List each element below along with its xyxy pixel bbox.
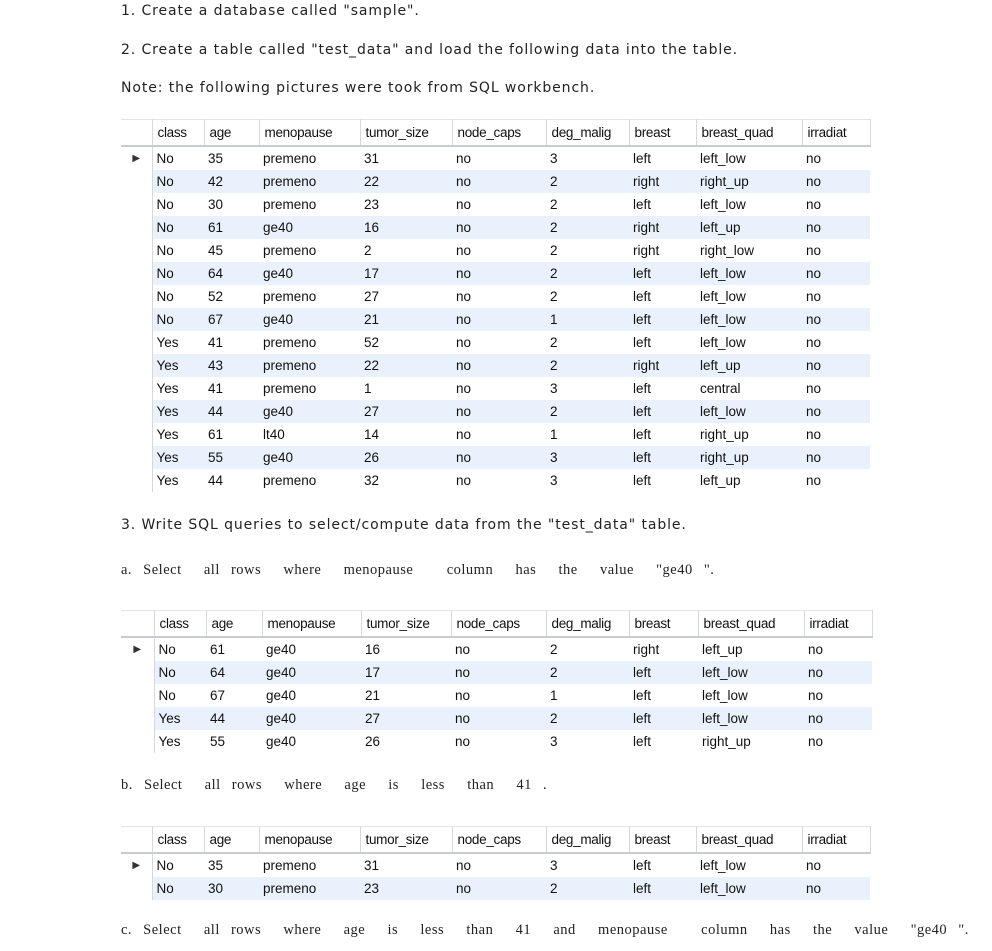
cell-breast[interactable]: left <box>629 661 698 684</box>
cell-irradiat[interactable]: no <box>802 446 870 469</box>
cell-node-caps[interactable]: no <box>452 285 546 308</box>
cell-node-caps[interactable]: no <box>451 661 546 684</box>
cell-breast-quad[interactable]: left_low <box>698 684 804 707</box>
cell-node-caps[interactable]: no <box>452 877 546 900</box>
cell-tumor-size[interactable]: 17 <box>360 262 452 285</box>
table-row[interactable] <box>121 469 870 492</box>
cell-breast-quad[interactable]: right_up <box>696 446 802 469</box>
cell-menopause[interactable]: premeno <box>259 377 360 400</box>
cell-breast[interactable]: left <box>629 193 696 216</box>
cell-class[interactable]: No <box>152 853 204 877</box>
step-1-text: 1. Create a database called "sample". <box>121 3 420 19</box>
cell-node-caps[interactable]: no <box>452 308 546 331</box>
cell-age[interactable]: 61 <box>204 216 259 239</box>
cell-class[interactable]: No <box>152 308 204 331</box>
cell-tumor-size[interactable]: 52 <box>360 331 452 354</box>
cell-class[interactable]: Yes <box>152 446 204 469</box>
cell-breast[interactable]: left <box>629 730 698 753</box>
cell-tumor-size[interactable]: 26 <box>361 730 451 753</box>
cell-breast-quad[interactable]: left_low <box>696 400 802 423</box>
cell-menopause[interactable]: premeno <box>259 146 360 170</box>
row-selector-header <box>121 611 154 638</box>
cell-breast-quad[interactable]: left_low <box>696 262 802 285</box>
cell-breast-quad[interactable]: left_up <box>696 216 802 239</box>
cell-breast[interactable]: left <box>629 400 696 423</box>
cell-class[interactable]: No <box>152 170 204 193</box>
cell-breast-quad[interactable]: left_up <box>698 637 804 661</box>
cell-age[interactable]: 52 <box>204 285 259 308</box>
cell-menopause[interactable]: premeno <box>259 469 360 492</box>
table-row[interactable] <box>121 877 870 900</box>
cell-node-caps[interactable]: no <box>452 146 546 170</box>
cell-irradiat[interactable]: no <box>802 285 870 308</box>
cell-breast[interactable]: left <box>629 684 698 707</box>
table-row[interactable] <box>121 423 870 446</box>
cell-tumor-size[interactable]: 32 <box>360 469 452 492</box>
cell-class[interactable]: No <box>154 684 206 707</box>
cell-menopause[interactable]: ge40 <box>262 684 361 707</box>
cell-node-caps[interactable]: no <box>452 446 546 469</box>
cell-node-caps[interactable]: no <box>452 354 546 377</box>
cell-menopause[interactable]: premeno <box>259 170 360 193</box>
column-header-age[interactable]: age <box>206 611 262 638</box>
cell-irradiat[interactable]: no <box>802 216 870 239</box>
cell-breast[interactable]: right <box>629 216 696 239</box>
cell-irradiat[interactable]: no <box>802 331 870 354</box>
cell-tumor-size[interactable]: 21 <box>361 684 451 707</box>
cell-tumor-size[interactable]: 26 <box>360 446 452 469</box>
table-row[interactable] <box>121 262 870 285</box>
table-row[interactable] <box>121 331 870 354</box>
cell-age[interactable]: 55 <box>206 730 262 753</box>
row-selector[interactable] <box>121 730 154 753</box>
cell-breast[interactable]: left <box>629 707 698 730</box>
cell-breast[interactable]: right <box>629 170 696 193</box>
cell-age[interactable]: 44 <box>204 400 259 423</box>
column-header-class[interactable]: class <box>154 611 206 638</box>
cell-deg-malig[interactable]: 3 <box>546 377 629 400</box>
cell-node-caps[interactable]: no <box>452 400 546 423</box>
cell-tumor-size[interactable]: 31 <box>360 146 452 170</box>
cell-deg-malig[interactable]: 2 <box>546 193 629 216</box>
cell-class[interactable]: No <box>152 877 204 900</box>
column-header-breast[interactable]: breast <box>629 611 698 638</box>
row-selector-header <box>121 120 152 147</box>
cell-deg-malig[interactable]: 2 <box>546 637 629 661</box>
cell-irradiat[interactable]: no <box>802 239 870 262</box>
cell-breast[interactable]: left <box>629 285 696 308</box>
cell-breast[interactable]: left <box>629 853 696 877</box>
cell-menopause[interactable]: ge40 <box>259 446 360 469</box>
cell-menopause[interactable]: lt40 <box>259 423 360 446</box>
cell-node-caps[interactable]: no <box>451 707 546 730</box>
cell-breast-quad[interactable]: left_low <box>696 285 802 308</box>
cell-deg-malig[interactable]: 1 <box>546 684 629 707</box>
cell-irradiat[interactable]: no <box>804 730 872 753</box>
cell-irradiat[interactable]: no <box>804 637 872 661</box>
cell-breast-quad[interactable]: left_up <box>696 354 802 377</box>
row-selector[interactable] <box>121 446 152 469</box>
column-header-breast-quad[interactable]: breast_quad <box>698 611 804 638</box>
column-header-breast-quad[interactable]: breast_quad <box>696 827 802 854</box>
cell-irradiat[interactable]: no <box>802 877 870 900</box>
cell-class[interactable]: No <box>154 661 206 684</box>
cell-class[interactable]: Yes <box>154 707 206 730</box>
table-row[interactable] <box>121 853 870 877</box>
column-header-tumor-size[interactable]: tumor_size <box>360 120 452 147</box>
cell-tumor-size[interactable]: 14 <box>360 423 452 446</box>
column-header-age[interactable]: age <box>204 827 259 854</box>
cell-tumor-size[interactable]: 27 <box>360 285 452 308</box>
cell-class[interactable]: Yes <box>152 377 204 400</box>
column-header-class[interactable]: class <box>152 827 204 854</box>
row-selector[interactable] <box>121 216 152 239</box>
cell-node-caps[interactable]: no <box>451 730 546 753</box>
table-row[interactable] <box>121 637 872 661</box>
table-row[interactable] <box>121 170 870 193</box>
cell-breast[interactable]: right <box>629 354 696 377</box>
cell-age[interactable]: 61 <box>204 423 259 446</box>
cell-node-caps[interactable]: no <box>452 239 546 262</box>
cell-breast[interactable]: left <box>629 423 696 446</box>
cell-tumor-size[interactable]: 27 <box>360 400 452 423</box>
cell-breast[interactable]: left <box>629 308 696 331</box>
cell-menopause[interactable]: ge40 <box>259 262 360 285</box>
cell-age[interactable]: 45 <box>204 239 259 262</box>
cell-irradiat[interactable]: no <box>802 170 870 193</box>
cell-breast[interactable]: left <box>629 877 696 900</box>
cell-menopause[interactable]: premeno <box>259 853 360 877</box>
row-selector[interactable] <box>121 377 152 400</box>
cell-irradiat[interactable]: no <box>802 423 870 446</box>
column-header-class[interactable]: class <box>152 120 204 147</box>
cell-class[interactable]: No <box>152 146 204 170</box>
cell-deg-malig[interactable]: 2 <box>546 216 629 239</box>
column-header-menopause[interactable]: menopause <box>259 120 360 147</box>
table-row[interactable] <box>121 446 870 469</box>
cell-age[interactable]: 64 <box>206 661 262 684</box>
cell-deg-malig[interactable]: 2 <box>546 285 629 308</box>
header-row <box>121 120 870 147</box>
cell-node-caps[interactable]: no <box>452 216 546 239</box>
cell-deg-malig[interactable]: 2 <box>546 354 629 377</box>
table-row[interactable] <box>121 239 870 262</box>
cell-age[interactable]: 43 <box>204 354 259 377</box>
cell-irradiat[interactable]: no <box>802 308 870 331</box>
cell-breast-quad[interactable]: right_low <box>696 239 802 262</box>
cell-tumor-size[interactable]: 22 <box>360 170 452 193</box>
table-row[interactable] <box>121 661 872 684</box>
cell-deg-malig[interactable]: 3 <box>546 730 629 753</box>
cell-age[interactable]: 55 <box>204 446 259 469</box>
result-a-grid <box>121 610 873 753</box>
cell-breast-quad[interactable]: left_low <box>698 707 804 730</box>
cell-deg-malig[interactable]: 2 <box>546 877 629 900</box>
column-header-age[interactable]: age <box>204 120 259 147</box>
row-selector[interactable] <box>121 262 152 285</box>
column-header-breast[interactable]: breast <box>629 827 696 854</box>
cell-deg-malig[interactable]: 3 <box>546 469 629 492</box>
cell-age[interactable]: 42 <box>204 170 259 193</box>
cell-irradiat[interactable]: no <box>802 377 870 400</box>
cell-breast-quad[interactable]: left_low <box>698 661 804 684</box>
cell-irradiat[interactable]: no <box>802 354 870 377</box>
cell-menopause[interactable]: ge40 <box>262 730 361 753</box>
step-2-text: 2. Create a table called "test_data" and load the following data into the table. <box>121 42 739 58</box>
cell-class[interactable]: Yes <box>152 400 204 423</box>
cell-breast-quad[interactable]: left_low <box>696 853 802 877</box>
cell-irradiat[interactable]: no <box>802 262 870 285</box>
column-header-irradiat[interactable]: irradiat <box>802 827 870 854</box>
column-header-tumor-size[interactable]: tumor_size <box>360 827 452 854</box>
row-selector-header <box>121 827 152 854</box>
cell-deg-malig[interactable]: 2 <box>546 262 629 285</box>
cell-menopause[interactable]: ge40 <box>259 308 360 331</box>
cell-age[interactable]: 67 <box>206 684 262 707</box>
cell-class[interactable]: Yes <box>152 469 204 492</box>
column-header-deg-malig[interactable]: deg_malig <box>546 827 629 854</box>
cell-breast-quad[interactable]: left_up <box>696 469 802 492</box>
column-header-node-caps[interactable]: node_caps <box>451 611 546 638</box>
question-c-text: c. Select all rows where age is less than 41 and menopause column has the value "ge40 ". <box>121 922 969 938</box>
cell-age[interactable]: 61 <box>206 637 262 661</box>
cell-class[interactable]: No <box>152 216 204 239</box>
cell-deg-malig[interactable]: 3 <box>546 146 629 170</box>
column-header-irradiat[interactable]: irradiat <box>804 611 872 638</box>
cell-class[interactable]: No <box>152 262 204 285</box>
table-row[interactable] <box>121 684 872 707</box>
cell-deg-malig[interactable]: 3 <box>546 853 629 877</box>
row-selector[interactable] <box>121 193 152 216</box>
column-header-breast[interactable]: breast <box>629 120 696 147</box>
cell-node-caps[interactable]: no <box>452 193 546 216</box>
row-selector[interactable] <box>121 308 152 331</box>
cell-tumor-size[interactable]: 23 <box>360 193 452 216</box>
cell-deg-malig[interactable]: 2 <box>546 170 629 193</box>
cell-irradiat[interactable]: no <box>804 661 872 684</box>
current-row-marker-icon[interactable]: ▶ <box>121 146 152 170</box>
cell-irradiat[interactable]: no <box>802 193 870 216</box>
result-b-grid <box>121 826 871 900</box>
cell-breast-quad[interactable]: left_low <box>696 146 802 170</box>
step-3-text: 3. Write SQL queries to select/compute data from the "test_data" table. <box>121 517 687 533</box>
cell-deg-malig[interactable]: 2 <box>546 707 629 730</box>
cell-menopause[interactable]: ge40 <box>259 216 360 239</box>
cell-irradiat[interactable]: no <box>802 469 870 492</box>
cell-deg-malig[interactable]: 1 <box>546 423 629 446</box>
row-selector[interactable] <box>121 239 152 262</box>
row-selector[interactable] <box>121 423 152 446</box>
cell-age[interactable]: 41 <box>204 331 259 354</box>
table-row[interactable] <box>121 146 870 170</box>
row-selector[interactable] <box>121 170 152 193</box>
cell-deg-malig[interactable]: 2 <box>546 331 629 354</box>
cell-breast[interactable]: left <box>629 331 696 354</box>
cell-breast[interactable]: left <box>629 377 696 400</box>
table-row[interactable] <box>121 308 870 331</box>
table-row[interactable] <box>121 354 870 377</box>
row-selector[interactable] <box>121 684 154 707</box>
cell-breast-quad[interactable]: central <box>696 377 802 400</box>
cell-node-caps[interactable]: no <box>452 377 546 400</box>
cell-node-caps[interactable]: no <box>452 423 546 446</box>
cell-tumor-size[interactable]: 2 <box>360 239 452 262</box>
column-header-irradiat[interactable]: irradiat <box>802 120 870 147</box>
row-selector[interactable] <box>121 354 152 377</box>
question-a-text: a. Select all rows where menopause column has the value "ge40 ". <box>121 562 715 578</box>
cell-deg-malig[interactable]: 2 <box>546 239 629 262</box>
cell-tumor-size[interactable]: 22 <box>360 354 452 377</box>
column-header-menopause[interactable]: menopause <box>262 611 361 638</box>
cell-breast[interactable]: right <box>629 239 696 262</box>
cell-node-caps[interactable]: no <box>452 170 546 193</box>
cell-menopause[interactable]: premeno <box>259 331 360 354</box>
cell-menopause[interactable]: premeno <box>259 239 360 262</box>
current-row-marker-icon[interactable]: ▶ <box>121 637 154 661</box>
cell-class[interactable]: Yes <box>152 423 204 446</box>
cell-irradiat[interactable]: no <box>802 853 870 877</box>
cell-breast-quad[interactable]: left_low <box>696 331 802 354</box>
cell-tumor-size[interactable]: 21 <box>360 308 452 331</box>
cell-menopause[interactable]: premeno <box>259 193 360 216</box>
cell-tumor-size[interactable]: 23 <box>360 877 452 900</box>
cell-class[interactable]: Yes <box>152 331 204 354</box>
cell-age[interactable]: 30 <box>204 193 259 216</box>
cell-menopause[interactable]: ge40 <box>259 400 360 423</box>
row-selector[interactable] <box>121 400 152 423</box>
cell-menopause[interactable]: premeno <box>259 354 360 377</box>
cell-breast[interactable]: left <box>629 146 696 170</box>
full-data-grid <box>121 119 871 492</box>
note-text: Note: the following pictures were took from SQL workbench. <box>121 80 596 96</box>
cell-breast[interactable]: left <box>629 446 696 469</box>
cell-deg-malig[interactable]: 2 <box>546 400 629 423</box>
cell-node-caps[interactable]: no <box>451 684 546 707</box>
row-selector[interactable] <box>121 877 152 900</box>
cell-breast-quad[interactable]: right_up <box>698 730 804 753</box>
cell-node-caps[interactable]: no <box>452 469 546 492</box>
cell-breast[interactable]: left <box>629 262 696 285</box>
cell-age[interactable]: 35 <box>204 853 259 877</box>
cell-node-caps[interactable]: no <box>451 637 546 661</box>
cell-class[interactable]: Yes <box>154 730 206 753</box>
column-header-tumor-size[interactable]: tumor_size <box>361 611 451 638</box>
cell-class[interactable]: No <box>152 193 204 216</box>
cell-class[interactable]: No <box>154 637 206 661</box>
cell-age[interactable]: 44 <box>204 469 259 492</box>
cell-menopause[interactable]: premeno <box>259 877 360 900</box>
cell-node-caps[interactable]: no <box>452 331 546 354</box>
cell-class[interactable]: Yes <box>152 354 204 377</box>
cell-tumor-size[interactable]: 1 <box>360 377 452 400</box>
row-selector[interactable] <box>121 285 152 308</box>
question-b-text: b. Select all rows where age is less than 41 . <box>121 777 548 793</box>
cell-breast-quad[interactable]: left_low <box>696 877 802 900</box>
cell-menopause[interactable]: ge40 <box>262 661 361 684</box>
cell-tumor-size[interactable]: 16 <box>360 216 452 239</box>
table-row[interactable] <box>121 400 870 423</box>
table-row[interactable] <box>121 377 870 400</box>
cell-breast[interactable]: left <box>629 469 696 492</box>
cell-age[interactable]: 35 <box>204 146 259 170</box>
column-header-deg-malig[interactable]: deg_malig <box>546 120 629 147</box>
cell-age[interactable]: 67 <box>204 308 259 331</box>
cell-menopause[interactable]: premeno <box>259 285 360 308</box>
cell-irradiat[interactable]: no <box>804 707 872 730</box>
column-header-breast-quad[interactable]: breast_quad <box>696 120 802 147</box>
column-header-node-caps[interactable]: node_caps <box>452 827 546 854</box>
cell-irradiat[interactable]: no <box>804 684 872 707</box>
cell-breast-quad[interactable]: left_low <box>696 193 802 216</box>
cell-tumor-size[interactable]: 16 <box>361 637 451 661</box>
table-row[interactable] <box>121 285 870 308</box>
column-header-node-caps[interactable]: node_caps <box>452 120 546 147</box>
cell-tumor-size[interactable]: 27 <box>361 707 451 730</box>
cell-age[interactable]: 44 <box>206 707 262 730</box>
cell-deg-malig[interactable]: 3 <box>546 446 629 469</box>
cell-tumor-size[interactable]: 31 <box>360 853 452 877</box>
cell-tumor-size[interactable]: 17 <box>361 661 451 684</box>
column-header-deg-malig[interactable]: deg_malig <box>546 611 629 638</box>
cell-deg-malig[interactable]: 2 <box>546 661 629 684</box>
cell-node-caps[interactable]: no <box>452 853 546 877</box>
cell-node-caps[interactable]: no <box>452 262 546 285</box>
cell-breast[interactable]: right <box>629 637 698 661</box>
header-row <box>121 827 870 854</box>
cell-age[interactable]: 30 <box>204 877 259 900</box>
table-row[interactable] <box>121 193 870 216</box>
cell-class[interactable]: No <box>152 239 204 262</box>
cell-breast-quad[interactable]: right_up <box>696 423 802 446</box>
cell-breast-quad[interactable]: left_low <box>696 308 802 331</box>
cell-menopause[interactable]: ge40 <box>262 637 361 661</box>
table-row[interactable] <box>121 707 872 730</box>
table-row[interactable] <box>121 730 872 753</box>
cell-age[interactable]: 64 <box>204 262 259 285</box>
cell-menopause[interactable]: ge40 <box>262 707 361 730</box>
table-row[interactable] <box>121 216 870 239</box>
row-selector[interactable] <box>121 661 154 684</box>
cell-age[interactable]: 41 <box>204 377 259 400</box>
cell-deg-malig[interactable]: 1 <box>546 308 629 331</box>
header-row <box>121 611 872 638</box>
cell-breast-quad[interactable]: right_up <box>696 170 802 193</box>
cell-irradiat[interactable]: no <box>802 400 870 423</box>
cell-class[interactable]: No <box>152 285 204 308</box>
row-selector[interactable] <box>121 707 154 730</box>
cell-irradiat[interactable]: no <box>802 146 870 170</box>
current-row-marker-icon[interactable]: ▶ <box>121 853 152 877</box>
row-selector[interactable] <box>121 331 152 354</box>
column-header-menopause[interactable]: menopause <box>259 827 360 854</box>
row-selector[interactable] <box>121 469 152 492</box>
